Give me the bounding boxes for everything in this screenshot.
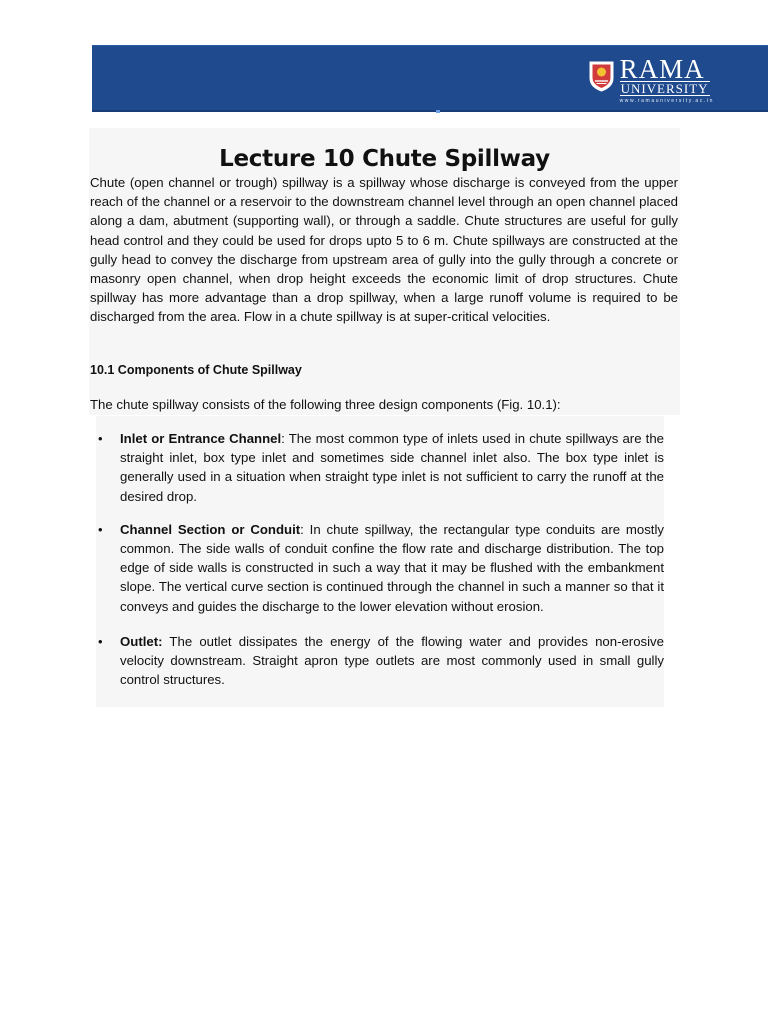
component-separator: : xyxy=(281,431,285,446)
section-heading: 10.1 Components of Chute Spillway xyxy=(90,363,302,377)
logo-url: www.ramauniversity.ac.in xyxy=(619,98,714,104)
bullet-icon: • xyxy=(98,633,103,649)
university-logo xyxy=(588,54,714,104)
component-text: The most common type of inlets used in chute spillways are the straight inlet, box type inlet and sometimes side channel inlet also. The box type inlet is generally used in a situation when straight type inlet is not sufficient to carry the runoff at the desired drop. xyxy=(120,431,664,504)
list-item-outlet xyxy=(96,632,664,690)
component-term: Channel Section or Conduit xyxy=(120,521,301,537)
university-seal-icon xyxy=(588,60,615,92)
component-separator: : xyxy=(300,521,304,537)
list-item-channel xyxy=(96,520,664,616)
component-text: The outlet dissipates the energy of the flowing water and provides non-erosive velocity downstream. Straight apron type outlets are most commonly used in small gully control structures. xyxy=(120,633,664,688)
logo-name: RAMA xyxy=(619,54,705,84)
list-item-inlet xyxy=(96,429,664,506)
header-banner xyxy=(92,45,768,112)
banner-marker xyxy=(436,110,440,113)
logo-subtitle: UNIVERSITY xyxy=(620,81,709,96)
section-lead: The chute spillway consists of the following three design components (Fig. 10.1): xyxy=(90,397,561,412)
component-text: In chute spillway, the rectangular type conduits are mostly common. The side walls of conduit confine the flow rate and discharge distribution. The top edge of side walls is constructed in such a way that it may be flushed with the embankment slope. The vertical curve section is continued through the channel in such a manner so that it conveys and guides the discharge to the lower elevation without erosion. xyxy=(120,521,664,614)
intro-paragraph: Chute (open channel or trough) spillway is a spillway whose discharge is conveyed from the upper reach of the channel or a reservoir to the downstream channel level through an open channel placed along a dam, abutment (supporting wall), or through a saddle. Chute structures are useful for gully head control and they could be used for drops upto 5 to 6 m. Chute spillways are constructed at the gully head to convey the discharge from upstream area of gully into the gully through a concrete or masonry open channel, when drop height exceeds the economic limit of drop structures. Chute spillway has more advantage than a drop spillway, when a large runoff volume is required to be discharged from the area. Flow in a chute spillway is at super-critical velocities. xyxy=(90,175,678,325)
bullet-icon: • xyxy=(98,431,103,446)
component-term: Inlet or Entrance Channel xyxy=(120,431,282,446)
components-list xyxy=(96,429,664,689)
page-title: Lecture 10 Chute Spillway xyxy=(219,146,550,173)
bullet-icon: • xyxy=(98,521,103,537)
component-term: Outlet: xyxy=(120,633,163,649)
